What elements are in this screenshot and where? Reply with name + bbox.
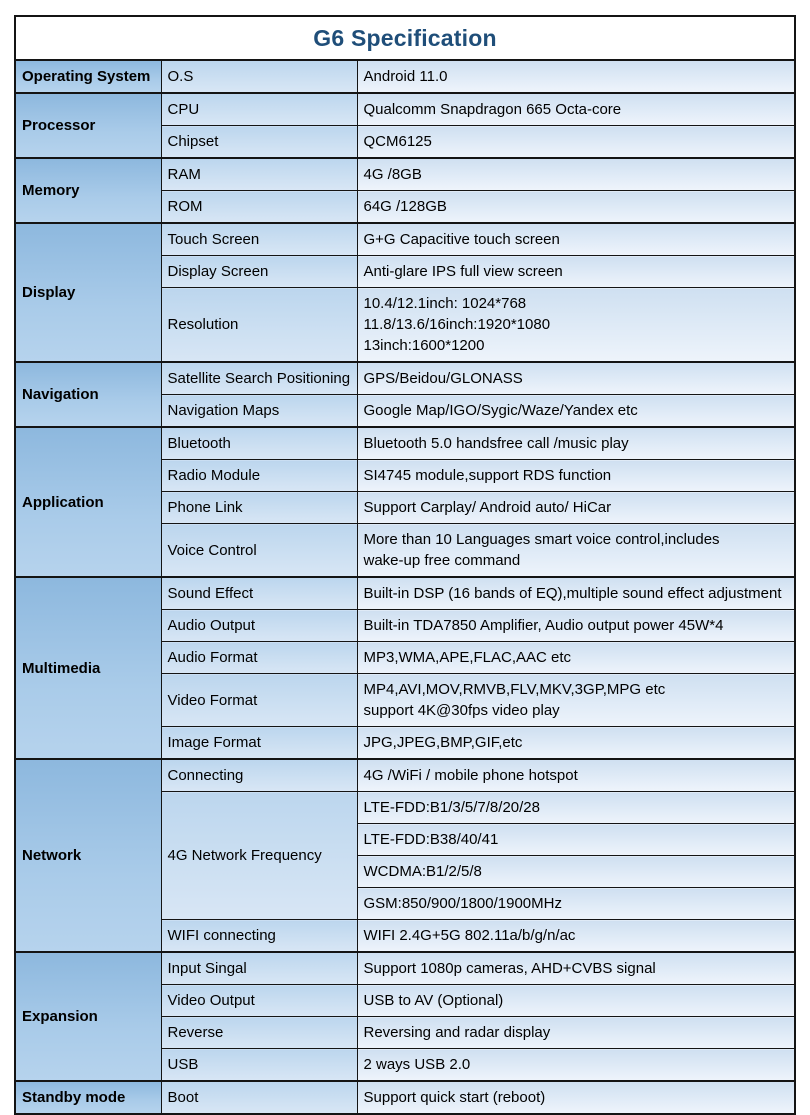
spec-value-cell: MP3,WMA,APE,FLAC,AAC etc — [357, 642, 795, 674]
table-row — [15, 577, 795, 610]
spec-value-cell: Support quick start (reboot) — [357, 1081, 795, 1114]
spec-key-cell: Video Output — [161, 985, 357, 1017]
table-row — [15, 952, 795, 985]
spec-value-cell: SI4745 module,support RDS function — [357, 460, 795, 492]
spec-key-cell: Display Screen — [161, 256, 357, 288]
spec-key-cell: 4G Network Frequency — [161, 792, 357, 920]
category-cell: Display — [15, 223, 161, 362]
category-cell: Standby mode — [15, 1081, 161, 1114]
spec-value-cell: Built-in DSP (16 bands of EQ),multiple sound effect adjustment — [357, 577, 795, 610]
category-cell: Network — [15, 759, 161, 952]
spec-value-cell: Anti-glare IPS full view screen — [357, 256, 795, 288]
spec-value-cell: Android 11.0 — [357, 60, 795, 93]
spec-key-cell: Reverse — [161, 1017, 357, 1049]
category-cell: Expansion — [15, 952, 161, 1081]
spec-key-cell: Resolution — [161, 288, 357, 363]
spec-key-cell: USB — [161, 1049, 357, 1082]
spec-key-cell: Input Singal — [161, 952, 357, 985]
spec-value-cell: USB to AV (Optional) — [357, 985, 795, 1017]
spec-value-cell: Google Map/IGO/Sygic/Waze/Yandex etc — [357, 395, 795, 428]
spec-value-cell: LTE-FDD:B1/3/5/7/8/20/28 — [357, 792, 795, 824]
spec-value-cell: 4G /8GB — [357, 158, 795, 191]
spec-key-cell: Radio Module — [161, 460, 357, 492]
table-row — [15, 60, 795, 93]
spec-table-body — [15, 60, 795, 1114]
spec-key-cell: RAM — [161, 158, 357, 191]
spec-key-cell: WIFI connecting — [161, 920, 357, 953]
category-cell: Navigation — [15, 362, 161, 427]
spec-table — [14, 15, 796, 1115]
category-cell: Processor — [15, 93, 161, 158]
spec-key-cell: Sound Effect — [161, 577, 357, 610]
category-cell: Application — [15, 427, 161, 577]
spec-value-cell: 64G /128GB — [357, 191, 795, 224]
spec-key-cell: ROM — [161, 191, 357, 224]
spec-value-cell: JPG,JPEG,BMP,GIF,etc — [357, 727, 795, 760]
spec-key-cell: Chipset — [161, 126, 357, 159]
spec-value-cell: Support Carplay/ Android auto/ HiCar — [357, 492, 795, 524]
category-cell: Multimedia — [15, 577, 161, 759]
table-row — [15, 223, 795, 256]
spec-value-cell: Bluetooth 5.0 handsfree call /music play — [357, 427, 795, 460]
page-title: G6 Specification — [15, 16, 795, 60]
spec-value-cell: More than 10 Languages smart voice control,includes wake-up free command — [357, 524, 795, 578]
spec-value-cell: WIFI 2.4G+5G 802.11a/b/g/n/ac — [357, 920, 795, 953]
table-row — [15, 759, 795, 792]
spec-value-cell: 10.4/12.1inch: 1024*768 11.8/13.6/16inch:1920*1080 13inch:1600*1200 — [357, 288, 795, 363]
spec-key-cell: Connecting — [161, 759, 357, 792]
category-cell: Memory — [15, 158, 161, 223]
title-row — [15, 16, 795, 60]
spec-key-cell: Audio Output — [161, 610, 357, 642]
spec-value-cell: WCDMA:B1/2/5/8 — [357, 856, 795, 888]
spec-value-cell: MP4,AVI,MOV,RMVB,FLV,MKV,3GP,MPG etc support 4K@30fps video play — [357, 674, 795, 727]
spec-key-cell: Phone Link — [161, 492, 357, 524]
spec-value-cell: QCM6125 — [357, 126, 795, 159]
spec-key-cell: Image Format — [161, 727, 357, 760]
spec-value-cell: LTE-FDD:B38/40/41 — [357, 824, 795, 856]
table-row — [15, 93, 795, 126]
spec-key-cell: Bluetooth — [161, 427, 357, 460]
spec-key-cell: CPU — [161, 93, 357, 126]
table-row — [15, 1081, 795, 1114]
spec-key-cell: Navigation Maps — [161, 395, 357, 428]
spec-value-cell: GPS/Beidou/GLONASS — [357, 362, 795, 395]
spec-key-cell: Touch Screen — [161, 223, 357, 256]
spec-value-cell: Reversing and radar display — [357, 1017, 795, 1049]
spec-key-cell: Audio Format — [161, 642, 357, 674]
table-row — [15, 362, 795, 395]
spec-value-cell: G+G Capacitive touch screen — [357, 223, 795, 256]
spec-key-cell: Satellite Search Positioning — [161, 362, 357, 395]
spec-key-cell: O.S — [161, 60, 357, 93]
spec-value-cell: 4G /WiFi / mobile phone hotspot — [357, 759, 795, 792]
spec-value-cell: Qualcomm Snapdragon 665 Octa-core — [357, 93, 795, 126]
spec-value-cell: 2 ways USB 2.0 — [357, 1049, 795, 1082]
spec-value-cell: Support 1080p cameras, AHD+CVBS signal — [357, 952, 795, 985]
spec-key-cell: Voice Control — [161, 524, 357, 578]
spec-value-cell: Built-in TDA7850 Amplifier, Audio output power 45W*4 — [357, 610, 795, 642]
spec-key-cell: Video Format — [161, 674, 357, 727]
table-row — [15, 427, 795, 460]
spec-value-cell: GSM:850/900/1800/1900MHz — [357, 888, 795, 920]
category-cell: Operating System — [15, 60, 161, 93]
table-row — [15, 158, 795, 191]
spec-key-cell: Boot — [161, 1081, 357, 1114]
